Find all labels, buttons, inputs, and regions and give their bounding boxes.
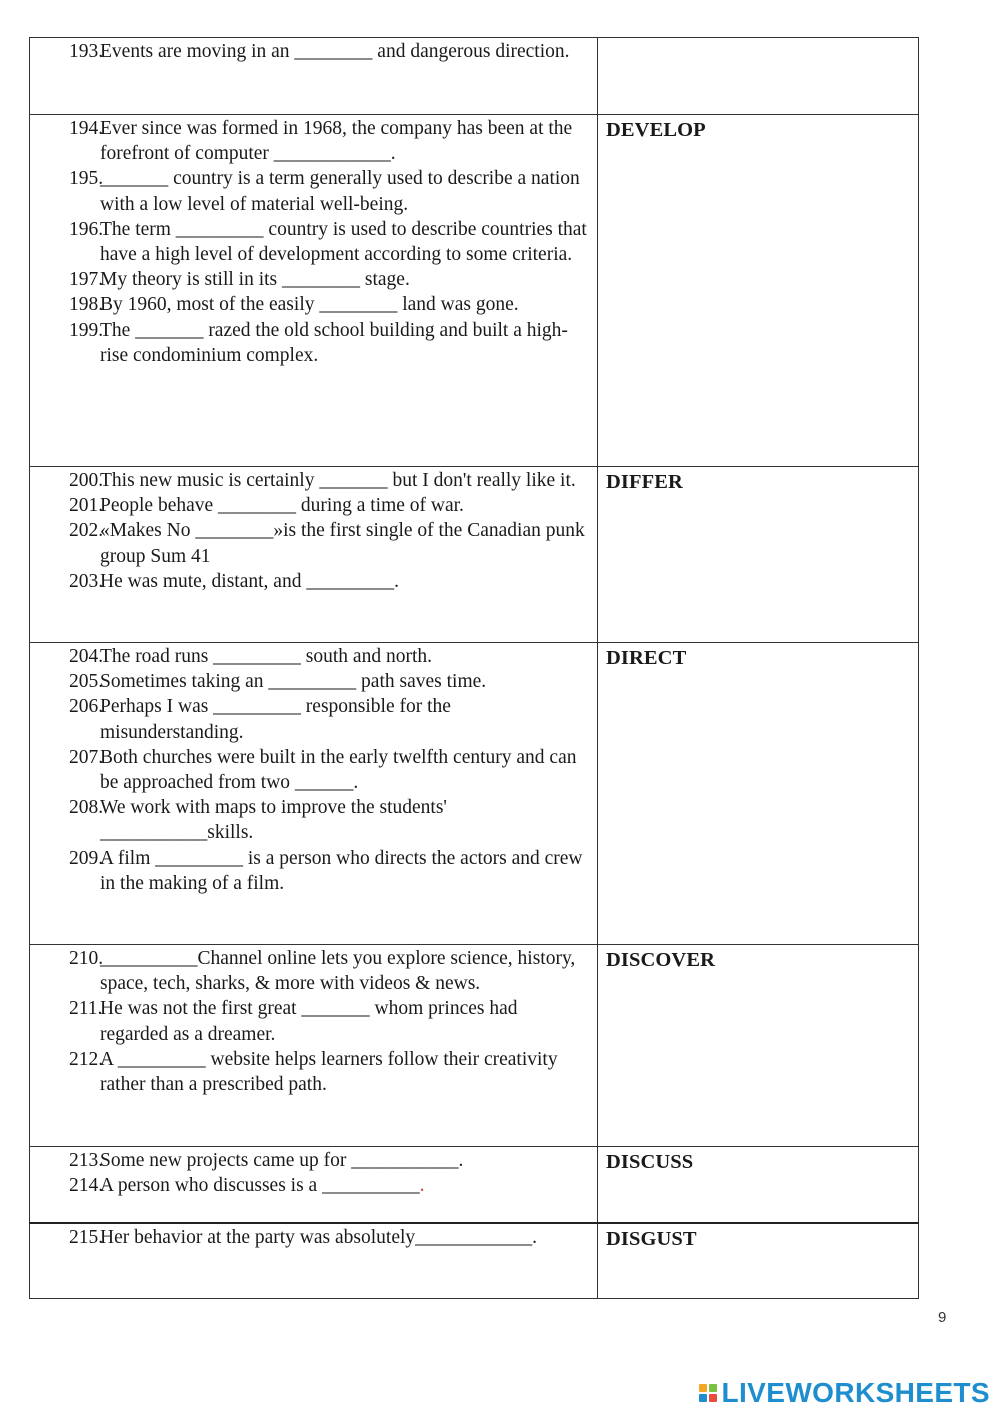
question-item — [40, 116, 589, 166]
question-number: 211. — [69, 998, 103, 1020]
table-row — [30, 115, 919, 467]
question-number: 209. — [69, 847, 104, 869]
logo-square — [699, 1384, 707, 1392]
question-text: Ever since was formed in 1968, the company has been at the forefront of computer ____________. — [100, 118, 573, 165]
question-item — [40, 468, 589, 493]
word-cell — [598, 1223, 919, 1299]
question-text: The term _________ country is used to describe countries that have a high level of development according to some criteria. — [100, 218, 587, 266]
question-item — [40, 166, 589, 216]
question-number: 206. — [69, 696, 104, 718]
question-item — [40, 694, 589, 744]
word-cell — [598, 38, 919, 115]
question-text: A film _________ is a person who directs the actors and crew in the making of a film. — [100, 847, 583, 894]
root-word: DIRECT — [606, 647, 687, 669]
questions-cell — [30, 945, 598, 1147]
liveworksheets-logo[interactable] — [699, 1376, 990, 1410]
question-item — [40, 518, 589, 568]
question-text: A _________ website helps learners follow their creativity rather than a prescribed path. — [100, 1048, 558, 1096]
question-text: My theory is still in its ________ stage. — [100, 269, 410, 291]
question-number: 205. — [69, 671, 104, 693]
table-row — [30, 38, 919, 115]
question-number: 197. — [69, 269, 104, 291]
question-text: «Makes No ________»is the first single of the Canadian punk group Sum 41 — [100, 520, 585, 567]
question-item — [40, 39, 589, 64]
questions-cell — [30, 643, 598, 945]
question-text: The _______ razed the old school building and built a high-rise condominium complex. — [100, 319, 568, 366]
question-number: 198. — [69, 294, 104, 316]
word-cell — [598, 1147, 919, 1223]
question-number: 207. — [69, 746, 104, 768]
question-item — [40, 217, 589, 267]
question-number: 200. — [69, 470, 104, 491]
root-word: DEVELOP — [606, 119, 706, 141]
question-text: Events are moving in an ________ and dangerous direction. — [100, 41, 570, 62]
question-item — [40, 1225, 589, 1250]
question-item — [40, 1047, 589, 1097]
question-text: People behave ________ during a time of war. — [100, 495, 464, 517]
question-text: _______ country is a term generally used to describe a nation with a low level of material well-being. — [100, 168, 580, 215]
questions-cell — [30, 38, 598, 115]
question-text: Her behavior at the party was absolutely____________. — [100, 1226, 538, 1248]
question-number: 208. — [69, 797, 104, 819]
question-item — [40, 569, 589, 594]
word-cell — [598, 945, 919, 1147]
questions-cell — [30, 115, 598, 467]
question-item — [40, 1148, 589, 1173]
brand-name: LIVEWORKSHEETS — [721, 1377, 990, 1408]
logo-icon — [699, 1384, 717, 1402]
table-row — [30, 643, 919, 945]
question-item — [40, 1173, 589, 1198]
question-item — [40, 644, 589, 669]
question-number: 201. — [69, 495, 104, 517]
question-number: 194. — [69, 118, 104, 139]
question-text: By 1960, most of the easily ________ land was gone. — [100, 294, 519, 316]
question-text-body: A person who discusses is a __________ — [100, 1175, 420, 1197]
question-number: 214. — [69, 1175, 104, 1197]
question-text: He was mute, distant, and _________. — [100, 570, 399, 592]
logo-square — [699, 1394, 707, 1402]
question-text: __________Channel online lets you explore science, history, space, tech, sharks, & more with videos & news. — [100, 948, 576, 995]
question-number: 213. — [69, 1150, 104, 1171]
question-item — [40, 669, 589, 694]
question-text: Some new projects came up for ___________. — [100, 1150, 464, 1171]
question-number: 203. — [69, 570, 104, 592]
table-row — [30, 945, 919, 1147]
question-item — [40, 996, 589, 1046]
question-text: The road runs _________ south and north. — [100, 646, 432, 667]
question-number: 204. — [69, 646, 104, 667]
question-number: 196. — [69, 218, 104, 240]
question-number: 199. — [69, 319, 104, 341]
word-cell — [598, 643, 919, 945]
question-item — [40, 795, 589, 845]
question-text: Sometimes taking an _________ path saves time. — [100, 671, 487, 693]
word-cell — [598, 467, 919, 643]
question-number: 210. — [69, 948, 104, 969]
question-text: This new music is certainly _______ but I don't really like it. — [100, 470, 576, 491]
question-item — [40, 846, 589, 896]
question-number: 202. — [69, 520, 104, 542]
question-item — [40, 318, 589, 368]
question-item — [40, 946, 589, 996]
root-word: DIFFER — [606, 471, 683, 493]
table-row — [30, 1147, 919, 1223]
table-row — [30, 467, 919, 643]
questions-cell — [30, 1147, 598, 1223]
question-text — [100, 1173, 589, 1198]
question-item — [40, 267, 589, 292]
question-text: Perhaps I was _________ responsible for the misunderstanding. — [100, 696, 451, 743]
worksheet-table — [29, 37, 919, 1299]
question-item — [40, 292, 589, 317]
question-number: 195. — [69, 168, 104, 190]
question-number: 193. — [69, 41, 104, 62]
question-item — [40, 493, 589, 518]
logo-square — [709, 1384, 717, 1392]
root-word: DISCOVER — [606, 949, 716, 971]
question-number: 212. — [69, 1048, 104, 1070]
page-number: 9 — [938, 1309, 947, 1326]
question-number: 215. — [69, 1226, 104, 1248]
root-word: DISGUST — [606, 1227, 697, 1250]
question-text: We work with maps to improve the students' ___________skills. — [100, 797, 447, 844]
questions-cell — [30, 1223, 598, 1299]
question-text: He was not the first great _______ whom princes had regarded as a dreamer. — [100, 998, 518, 1045]
questions-cell — [30, 467, 598, 643]
question-text: Both churches were built in the early twelfth century and can be approached from two ______. — [100, 746, 577, 794]
word-cell — [598, 115, 919, 467]
table-row — [30, 1223, 919, 1299]
question-item — [40, 745, 589, 795]
root-word: DISCUSS — [606, 1151, 694, 1173]
logo-square — [709, 1394, 717, 1402]
red-period: . — [419, 1175, 425, 1197]
